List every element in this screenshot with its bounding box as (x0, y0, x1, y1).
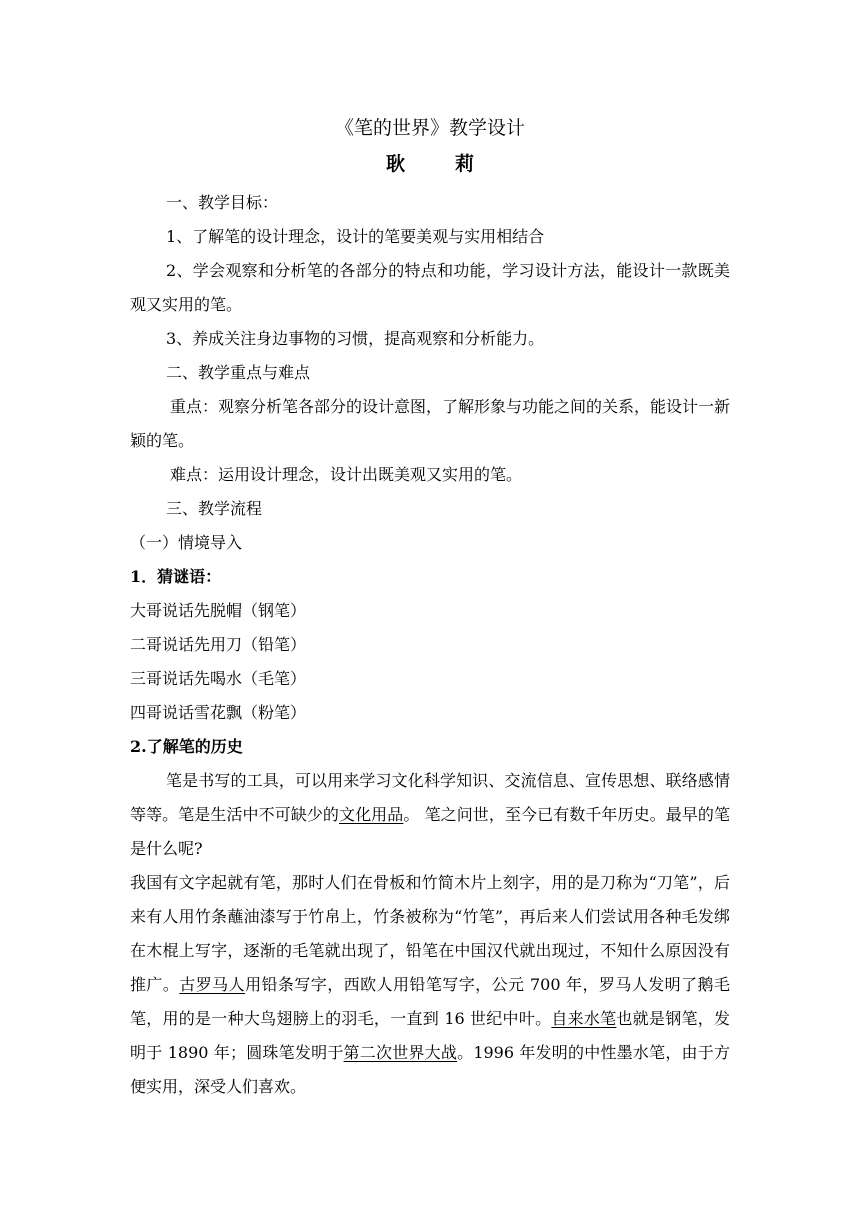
key-point: 重点：观察分析笔各部分的设计意图，了解形象与功能之间的关系，能设计一新颖的笔。 (130, 397, 731, 450)
goal-2: 2、学会观察和分析笔的各部分的特点和功能，学习设计方法，能设计一款既美观又实用的笔。 (130, 261, 730, 314)
para2-text-a: 我国有文字起就有笔，那时人们在骨板和竹简木片上刻字，用的是刀称为“刀笔”，后来有人用竹条蘸油漆写于竹帛上，竹条被称为“竹笔”，再后来人们尝试用各种毛发绑在木棍上写字，逐渐的毛笔就出现了，铅笔在中国汉代就出现过，不知什么原因没有推广。 (130, 873, 730, 994)
link-fountain-pen[interactable]: 自来水笔 (551, 1009, 617, 1028)
riddle-2: 二哥说话先用刀（铅笔） (130, 635, 307, 654)
para2-text-d: 。1996 年发明的中性墨水笔，由于方便实用，深受人们喜欢。 (130, 1043, 730, 1096)
history-paragraph-2 (130, 866, 730, 1104)
section-1-heading: 一、教学目标： (166, 193, 279, 212)
document-title: 《笔的世界》教学设计 (334, 117, 525, 139)
section-2-heading: 二、教学重点与难点 (166, 363, 311, 382)
difficulty: 难点：运用设计理念，设计出既美观又实用的笔。 (170, 465, 523, 484)
author-char-2: 莉 (455, 153, 475, 175)
para1-text-a: 笔是书写的工具，可以用来学习文化科学知识、交流信息、宣传思想、联络感情等等。笔是生活中不可缺少的 (130, 771, 730, 824)
goal-3: 3、养成关注身边事物的习惯，提高观察和分析能力。 (166, 329, 545, 348)
author-name (130, 146, 730, 182)
history-heading: 2.了解笔的历史 (130, 737, 243, 756)
author-char-1: 耿 (385, 153, 405, 175)
para2-text-b: 用铅条写字，西欧人用铅笔写字，公元 700 年，罗马人发明了鹅毛笔，用的是一种大鸟翅膀上的羽毛，一直到 16 世纪中叶。 (130, 975, 730, 1028)
riddle-3: 三哥说话先喝水（毛笔） (130, 669, 307, 688)
para1-text-b: 。 笔之问世，至今已有数千年历史。最早的笔是什么呢? (130, 805, 730, 858)
history-paragraph-1 (130, 764, 730, 866)
link-ancient-romans[interactable]: 古罗马人 (179, 975, 246, 994)
goal-1: 1、了解笔的设计理念，设计的笔要美观与实用相结合 (166, 227, 545, 246)
para2-text-c: 也就是钢笔，发明于 1890 年；圆珠笔发明于 (130, 1009, 730, 1062)
riddle-1: 大哥说话先脱帽（钢笔） (130, 601, 307, 620)
section-3-heading: 三、教学流程 (166, 499, 263, 518)
riddle-heading: 1．猜谜语： (130, 567, 222, 586)
riddle-4: 四哥说话雪花飘（粉笔） (130, 703, 307, 722)
subsection-1-heading: （一）情境导入 (130, 533, 243, 552)
document-page (130, 110, 730, 1104)
link-cultural-supplies[interactable]: 文化用品 (339, 805, 404, 824)
link-world-war-2[interactable]: 第二次世界大战 (343, 1043, 458, 1062)
